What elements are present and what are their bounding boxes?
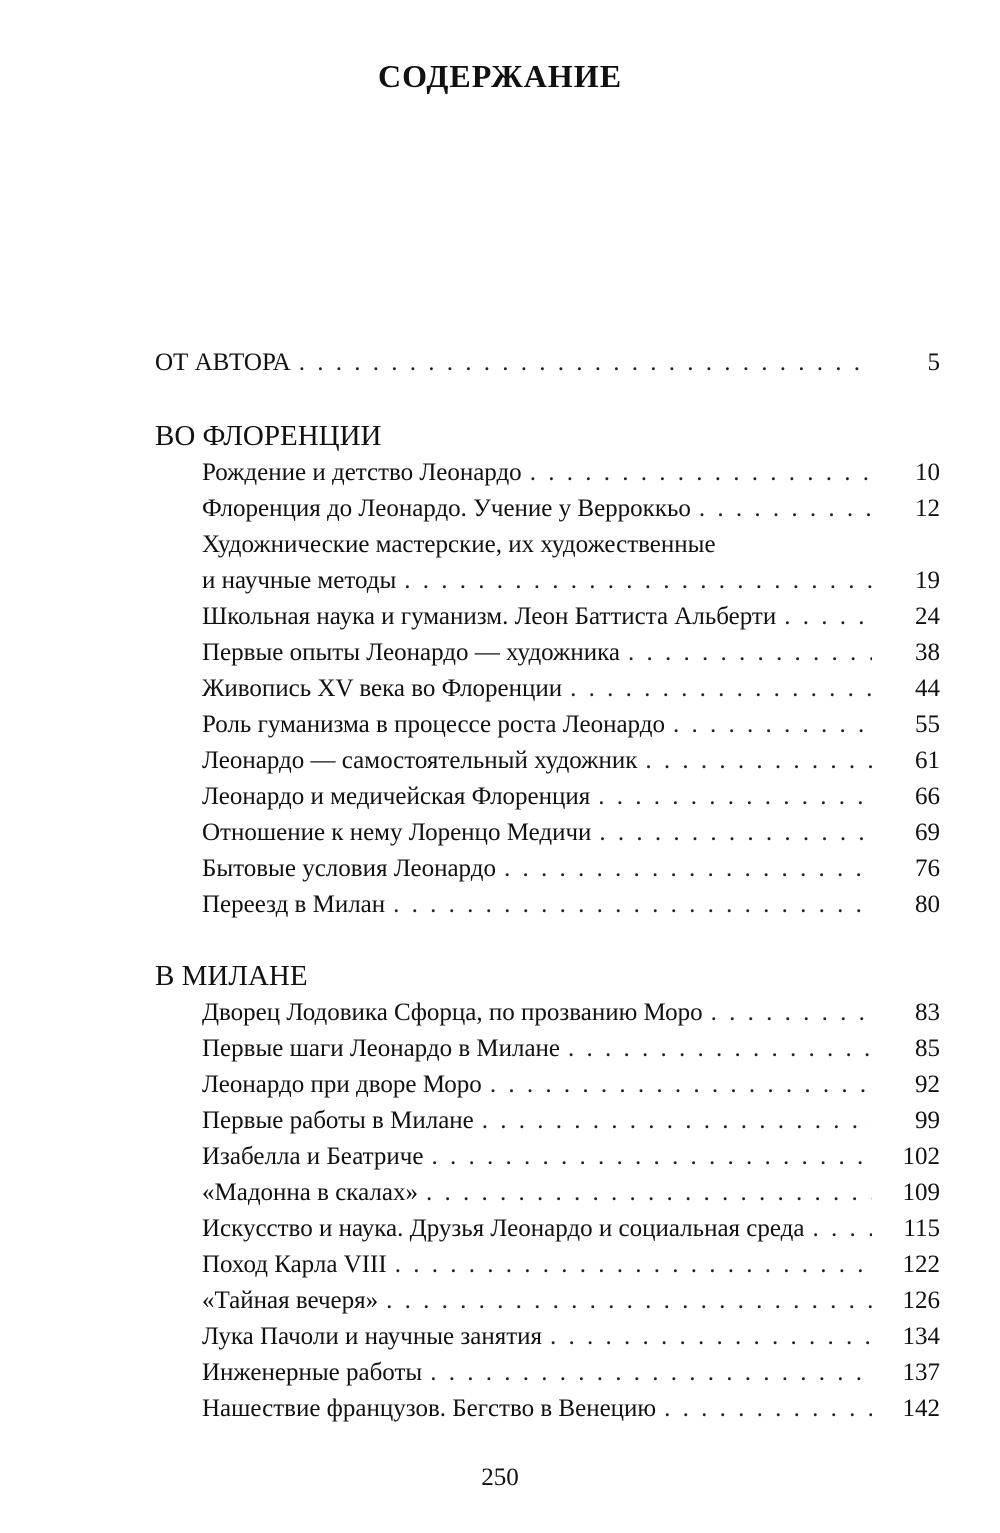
toc-entry-page: 109 bbox=[902, 1179, 940, 1206]
dot-leader bbox=[664, 1391, 872, 1427]
toc-entry[interactable] bbox=[202, 635, 940, 671]
dot-leader bbox=[628, 635, 872, 671]
toc-entry-page: 19 bbox=[915, 567, 940, 594]
toc-entry-label: «Мадонна в скалах» bbox=[202, 1179, 418, 1206]
dot-leader bbox=[404, 563, 872, 599]
toc-entry[interactable] bbox=[202, 1247, 940, 1283]
toc-entry-label: Леонардо при дворе Моро bbox=[202, 1071, 482, 1098]
dot-leader bbox=[504, 851, 872, 887]
toc-entry-page: 76 bbox=[915, 855, 940, 882]
toc-entry-page: 66 bbox=[915, 783, 940, 810]
toc-entry-page: 5 bbox=[927, 349, 940, 376]
toc-entry-label: Роль гуманизма в процессе роста Леонардо bbox=[202, 711, 665, 738]
dot-leader bbox=[426, 1175, 872, 1211]
toc-entry[interactable] bbox=[202, 995, 940, 1031]
toc-entry-label: Леонардо — самостоятельный художник bbox=[202, 747, 638, 774]
page-number: 250 bbox=[481, 1464, 519, 1491]
dot-leader bbox=[568, 1031, 872, 1067]
section-heading-milan: В МИЛАНЕ bbox=[155, 960, 308, 992]
toc-entry-label: и научные методы bbox=[202, 567, 397, 594]
toc-entry-label: Переезд в Милан bbox=[202, 891, 386, 918]
toc-entry-page: 69 bbox=[915, 819, 940, 846]
toc-entry[interactable] bbox=[202, 707, 940, 743]
toc-entry-page: 122 bbox=[902, 1251, 940, 1278]
toc-entry-label: Флоренция до Леонардо. Учение у Верроккьо bbox=[202, 495, 691, 522]
dot-leader bbox=[699, 491, 872, 527]
toc-entry-page: 126 bbox=[902, 1287, 940, 1314]
toc-entry-label: Лука Пачоли и научные занятия bbox=[202, 1323, 543, 1350]
toc-entry-label: Дворец Лодовика Сфорца, по прозванию Моро bbox=[202, 999, 703, 1026]
dot-leader bbox=[550, 1319, 872, 1355]
dot-leader bbox=[711, 995, 872, 1031]
toc-entry-label: Искусство и наука. Друзья Леонардо и социальная среда bbox=[202, 1215, 805, 1242]
toc-entry-page: 85 bbox=[915, 1035, 940, 1062]
toc-entry-page: 99 bbox=[915, 1107, 940, 1134]
dot-leader bbox=[812, 1211, 872, 1247]
dot-leader bbox=[530, 455, 872, 491]
toc-entry[interactable] bbox=[202, 1355, 940, 1391]
toc-entry-label: Первые шаги Леонардо в Милане bbox=[202, 1035, 561, 1062]
toc-entry[interactable] bbox=[202, 1031, 940, 1067]
dot-leader bbox=[386, 1283, 872, 1319]
toc-entry[interactable] bbox=[202, 743, 940, 779]
toc-entry-page: 115 bbox=[903, 1215, 940, 1242]
toc-entry[interactable] bbox=[202, 815, 940, 851]
dot-leader bbox=[393, 887, 872, 923]
toc-entry-label: Живопись XV века во Флоренции bbox=[202, 675, 563, 702]
toc-entry[interactable] bbox=[202, 671, 940, 707]
dot-leader bbox=[490, 1067, 872, 1103]
dot-leader bbox=[784, 599, 872, 635]
toc-entry-label: Отношение к нему Лоренцо Медичи bbox=[202, 819, 592, 846]
toc-entry[interactable] bbox=[202, 1211, 940, 1247]
toc-entry-label-line1: Художнические мастерские, их художественные bbox=[202, 531, 716, 558]
toc-entry-page: 10 bbox=[915, 459, 940, 486]
toc-entry-page: 92 bbox=[915, 1071, 940, 1098]
dot-leader bbox=[598, 779, 872, 815]
dot-leader bbox=[395, 1247, 872, 1283]
toc-entry[interactable] bbox=[202, 599, 940, 635]
dot-leader bbox=[570, 671, 872, 707]
toc-entry-page: 80 bbox=[915, 891, 940, 918]
dot-leader bbox=[599, 815, 872, 851]
dot-leader bbox=[645, 743, 872, 779]
toc-entry-page: 83 bbox=[915, 999, 940, 1026]
toc-entry-page: 134 bbox=[902, 1323, 940, 1350]
toc-entry[interactable] bbox=[202, 1283, 940, 1319]
toc-entry[interactable] bbox=[202, 779, 940, 815]
toc-entry[interactable] bbox=[202, 1139, 940, 1175]
toc-entry[interactable] bbox=[202, 1319, 940, 1355]
toc-entry-page: 12 bbox=[915, 495, 940, 522]
toc-entry-page: 55 bbox=[915, 711, 940, 738]
toc-entry-label: Поход Карла VIII bbox=[202, 1251, 387, 1278]
toc-entry-label: Рождение и детство Леонардо bbox=[202, 459, 522, 486]
toc-entry-page: 137 bbox=[902, 1359, 940, 1386]
toc-entry[interactable] bbox=[202, 887, 940, 923]
toc-entry-page: 102 bbox=[902, 1143, 940, 1170]
toc-entry-page: 24 bbox=[915, 603, 940, 630]
dot-leader bbox=[482, 1103, 872, 1139]
toc-entry-label: Первые опыты Леонардо — художника bbox=[202, 639, 620, 666]
toc-entry-label: ОТ АВТОРА bbox=[155, 349, 291, 376]
toc-entry-page: 38 bbox=[915, 639, 940, 666]
toc-entry[interactable] bbox=[202, 1175, 940, 1211]
dot-leader bbox=[299, 345, 872, 381]
toc-entry-label: «Тайная вечеря» bbox=[202, 1287, 379, 1314]
toc-entry[interactable] bbox=[202, 851, 940, 887]
toc-entry-label: Леонардо и медичейская Флоренция bbox=[202, 783, 591, 810]
toc-entry[interactable] bbox=[202, 1391, 940, 1427]
toc-entry-page: 142 bbox=[902, 1395, 940, 1422]
toc-entry-label: Нашествие французов. Бегство в Венецию bbox=[202, 1395, 657, 1422]
dot-leader bbox=[431, 1139, 872, 1175]
toc-entry[interactable] bbox=[202, 455, 940, 491]
toc-entry-label: Инженерные работы bbox=[202, 1359, 423, 1386]
toc-entry-label: Первые работы в Милане bbox=[202, 1107, 474, 1134]
dot-leader bbox=[430, 1355, 872, 1391]
toc-entry-label: Бытовые условия Леонардо bbox=[202, 855, 496, 882]
section-heading-florence: ВО ФЛОРЕНЦИИ bbox=[155, 420, 382, 452]
dot-leader bbox=[673, 707, 872, 743]
toc-entry-preface[interactable] bbox=[155, 345, 940, 381]
toc-entry[interactable] bbox=[202, 1067, 940, 1103]
toc-entry[interactable] bbox=[202, 563, 940, 599]
toc-entry[interactable] bbox=[202, 491, 940, 527]
page-title: СОДЕРЖАНИЕ bbox=[377, 58, 623, 94]
toc-entry-label: Школьная наука и гуманизм. Леон Баттиста Альберти bbox=[202, 603, 777, 630]
toc-entry-page: 44 bbox=[915, 675, 940, 702]
toc-entry[interactable] bbox=[202, 1103, 940, 1139]
toc-entry-page: 61 bbox=[915, 747, 940, 774]
toc-entry-label: Изабелла и Беатриче bbox=[202, 1143, 424, 1170]
